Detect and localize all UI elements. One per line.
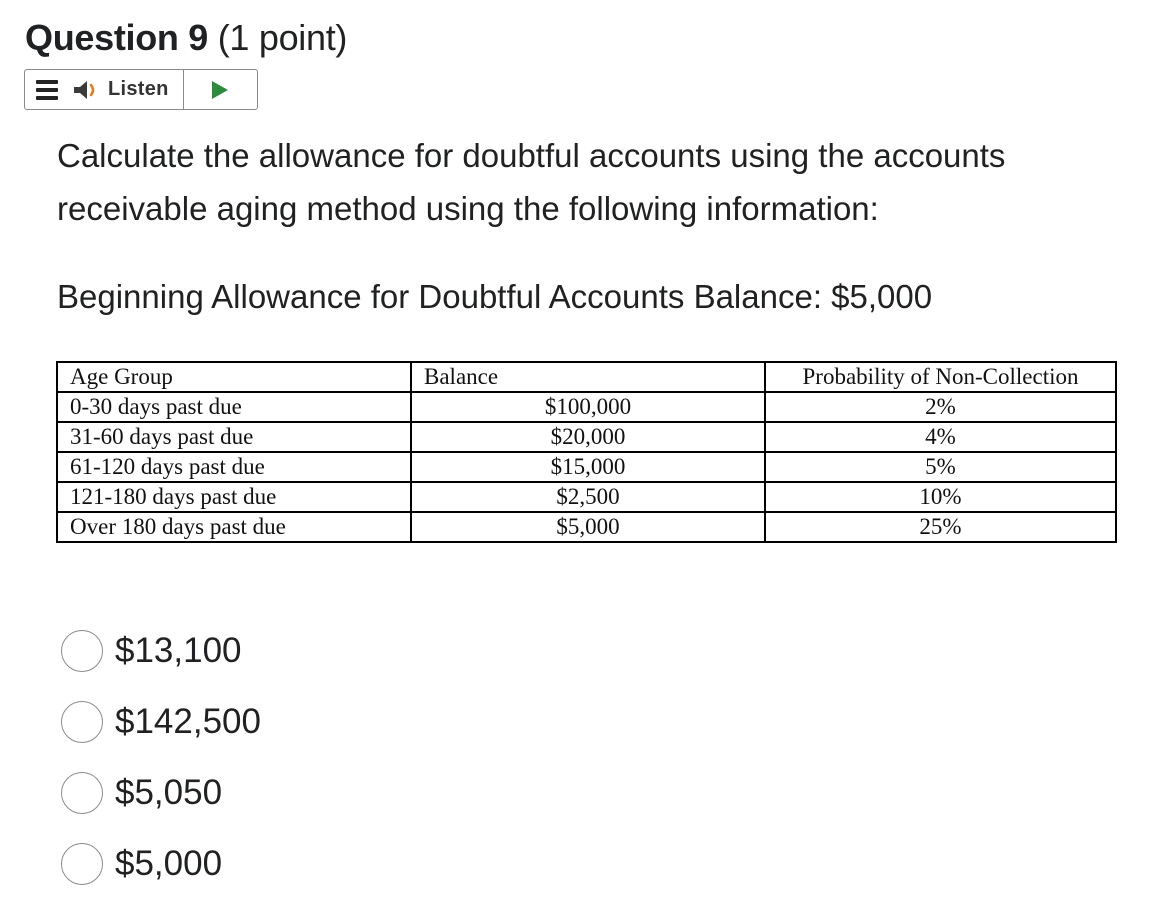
question-prompt: Calculate the allowance for doubtful accounts using the accounts receivable aging method using the following information: xyxy=(57,137,1006,227)
answer-options xyxy=(61,615,261,899)
question-points: (1 point) xyxy=(217,17,348,58)
table-row xyxy=(57,392,1116,422)
answer-option[interactable] xyxy=(61,757,261,828)
table-header-row xyxy=(57,362,1116,392)
read-aloud-toolbar xyxy=(24,69,258,110)
question-header xyxy=(25,14,347,62)
balance-cell: $100,000 xyxy=(411,392,765,422)
probability-cell: 2% xyxy=(765,392,1116,422)
balance-cell: $15,000 xyxy=(411,452,765,482)
balance-cell: $20,000 xyxy=(411,422,765,452)
radio-button[interactable] xyxy=(61,701,103,743)
balance-cell: $2,500 xyxy=(411,482,765,512)
column-header-probability: Probability of Non-Collection xyxy=(765,362,1116,392)
probability-cell: 10% xyxy=(765,482,1116,512)
option-label: $142,500 xyxy=(115,701,261,741)
table-row xyxy=(57,452,1116,482)
play-icon xyxy=(211,80,229,100)
aging-table xyxy=(56,361,1117,543)
table-row xyxy=(57,512,1116,542)
menu-icon[interactable] xyxy=(36,80,58,100)
probability-cell: 4% xyxy=(765,422,1116,452)
play-button[interactable] xyxy=(184,70,257,109)
column-header-age-group: Age Group xyxy=(57,362,411,392)
option-label: $5,050 xyxy=(115,772,223,812)
option-label: $13,100 xyxy=(115,630,242,670)
probability-cell: 25% xyxy=(765,512,1116,542)
radio-button[interactable] xyxy=(61,843,103,885)
answer-option[interactable] xyxy=(61,615,261,686)
listen-button[interactable] xyxy=(72,70,184,109)
age-group-cell: 0-30 days past due xyxy=(57,392,411,422)
radio-button[interactable] xyxy=(61,772,103,814)
table-row xyxy=(57,422,1116,452)
age-group-cell: 31-60 days past due xyxy=(57,422,411,452)
radio-button[interactable] xyxy=(61,630,103,672)
option-label: $5,000 xyxy=(115,843,223,883)
answer-option[interactable] xyxy=(61,686,261,757)
probability-cell: 5% xyxy=(765,452,1116,482)
age-group-cell: 61-120 days past due xyxy=(57,452,411,482)
column-header-balance: Balance xyxy=(411,362,765,392)
answer-option[interactable] xyxy=(61,828,261,899)
table-row xyxy=(57,482,1116,512)
question-title: Question 9 xyxy=(25,17,209,58)
listen-label: Listen xyxy=(108,78,169,100)
balance-cell: $5,000 xyxy=(411,512,765,542)
age-group-cell: 121-180 days past due xyxy=(57,482,411,512)
age-group-cell: Over 180 days past due xyxy=(57,512,411,542)
beginning-balance: Beginning Allowance for Doubtful Accounts Balance: $5,000 xyxy=(57,278,933,315)
speaker-icon xyxy=(72,79,102,101)
